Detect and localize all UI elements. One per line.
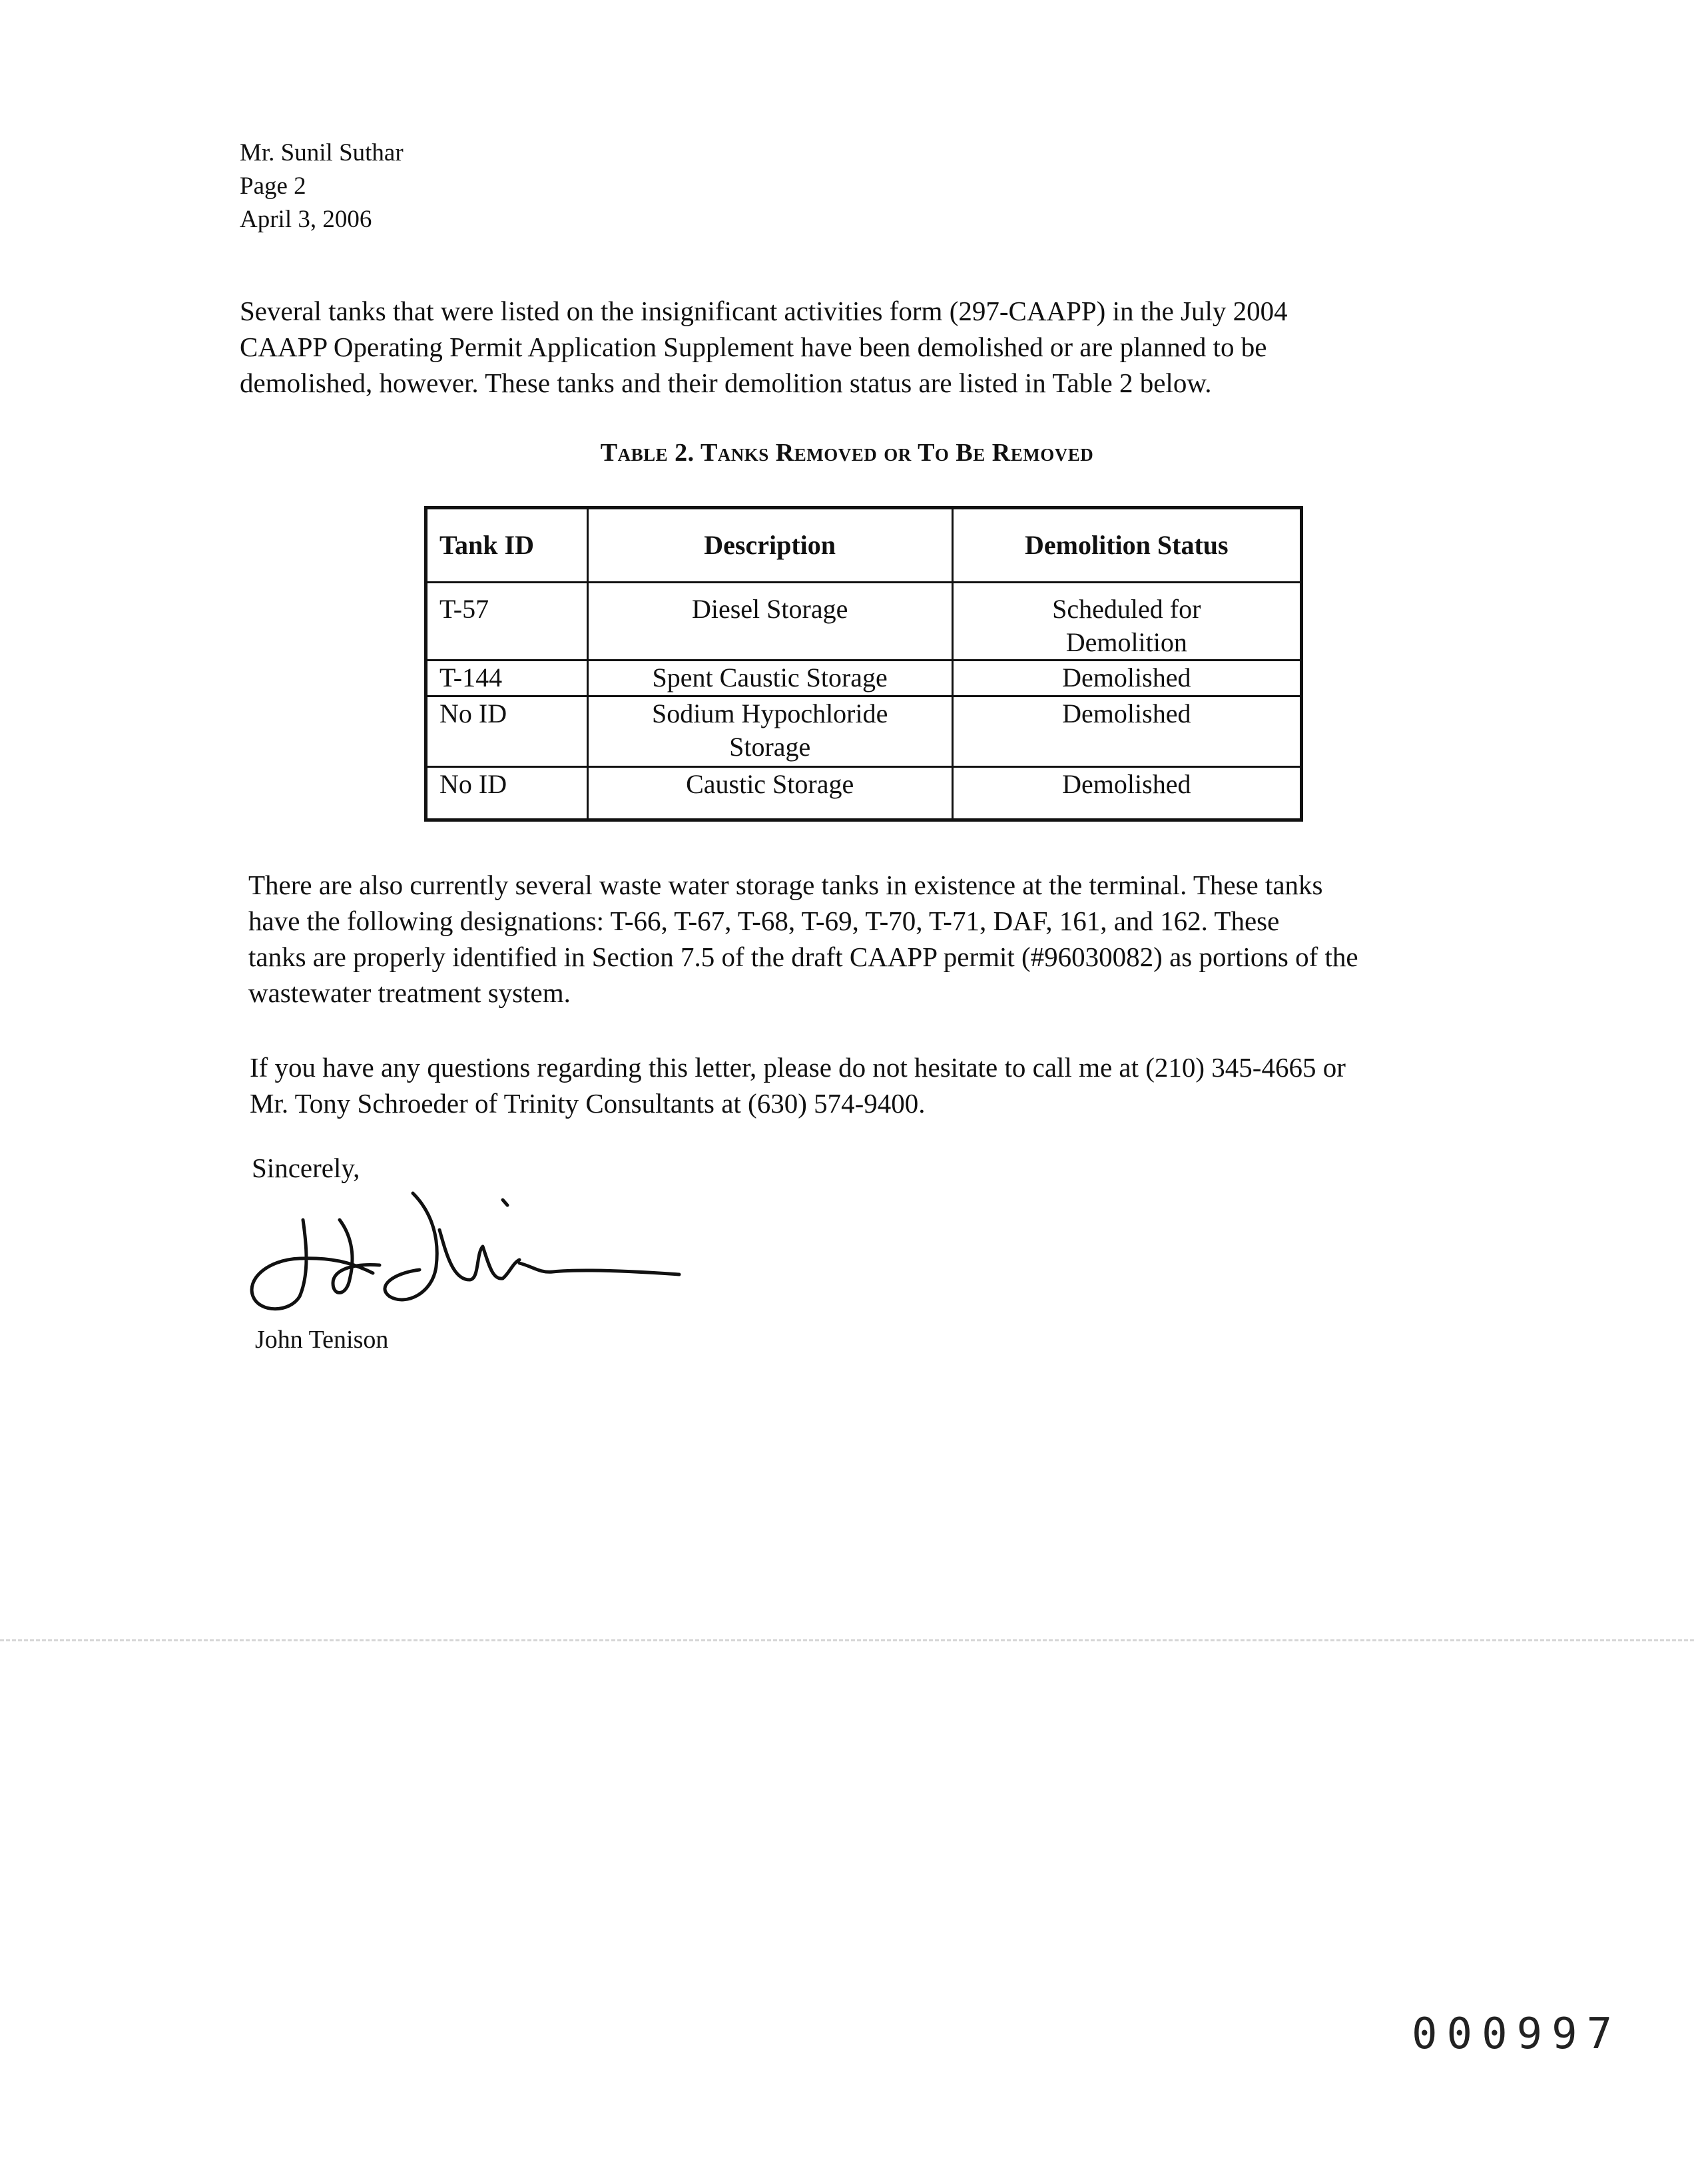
tank-id-cell: No ID: [426, 767, 588, 820]
recipient-name: Mr. Sunil Suthar: [240, 139, 404, 166]
scan-artifact-line: [0, 1639, 1694, 1641]
page-label: Page 2: [240, 172, 306, 200]
intro-line: CAAPP Operating Permit Application Supplement have been demolished or are planned to be: [240, 332, 1267, 362]
table-header-row: [426, 508, 1302, 583]
paragraph-line: There are also currently several waste water storage tanks in existence at the terminal. These tanks: [248, 870, 1323, 900]
tanks-table: [424, 506, 1303, 822]
intro-paragraph: [240, 293, 1288, 401]
table-row: [426, 583, 1302, 661]
signer-name: John Tenison: [255, 1326, 389, 1354]
tank-id-cell: T-144: [426, 661, 588, 696]
letter-date: April 3, 2006: [240, 206, 372, 233]
paragraph-line: have the following designations: T-66, T-67, T-68, T-69, T-70, T-71, DAF, 161, and 162. These: [248, 906, 1280, 936]
column-header-description: Description: [587, 508, 952, 583]
letter-header: [240, 136, 404, 236]
column-header-demolition-status: Demolition Status: [952, 508, 1301, 583]
table-row: [426, 696, 1302, 767]
intro-line: Several tanks that were listed on the insignificant activities form (297-CAAPP) in the July 2004: [240, 296, 1288, 326]
status-cell: Demolished: [952, 767, 1301, 820]
description-cell: Sodium Hypochloride Storage: [587, 696, 952, 767]
paragraph-line: Mr. Tony Schroeder of Trinity Consultants at (630) 574-9400.: [250, 1088, 926, 1119]
paragraph-line: If you have any questions regarding this letter, please do not hesitate to call me at (210) 345-4665 or: [250, 1052, 1346, 1083]
table-row: [426, 661, 1302, 696]
status-cell: Scheduled for Demolition: [952, 583, 1301, 661]
page-number: 000997: [1412, 2010, 1622, 2059]
column-header-tank-id: Tank ID: [426, 508, 588, 583]
description-cell: Caustic Storage: [587, 767, 952, 820]
intro-line: demolished, however. These tanks and their demolition status are listed in Table 2 below.: [240, 368, 1212, 398]
paragraph-line: wastewater treatment system.: [248, 977, 571, 1008]
description-cell: Diesel Storage: [587, 583, 952, 661]
handwritten-signature: [240, 1180, 693, 1326]
closing: Sincerely,: [252, 1153, 360, 1183]
table-caption: Table 2. Tanks Removed or To Be Removed: [600, 439, 1094, 467]
table-row: [426, 767, 1302, 820]
paragraph-line: tanks are properly identified in Section 7.5 of the draft CAAPP permit (#96030082) as portions of the: [248, 942, 1358, 972]
status-cell: Demolished: [952, 696, 1301, 767]
tank-id-cell: T-57: [426, 583, 588, 661]
wastewater-tanks-paragraph: [248, 867, 1358, 1011]
status-cell: Demolished: [952, 661, 1301, 696]
contact-paragraph: [250, 1049, 1346, 1121]
tank-id-cell: No ID: [426, 696, 588, 767]
description-cell: Spent Caustic Storage: [587, 661, 952, 696]
